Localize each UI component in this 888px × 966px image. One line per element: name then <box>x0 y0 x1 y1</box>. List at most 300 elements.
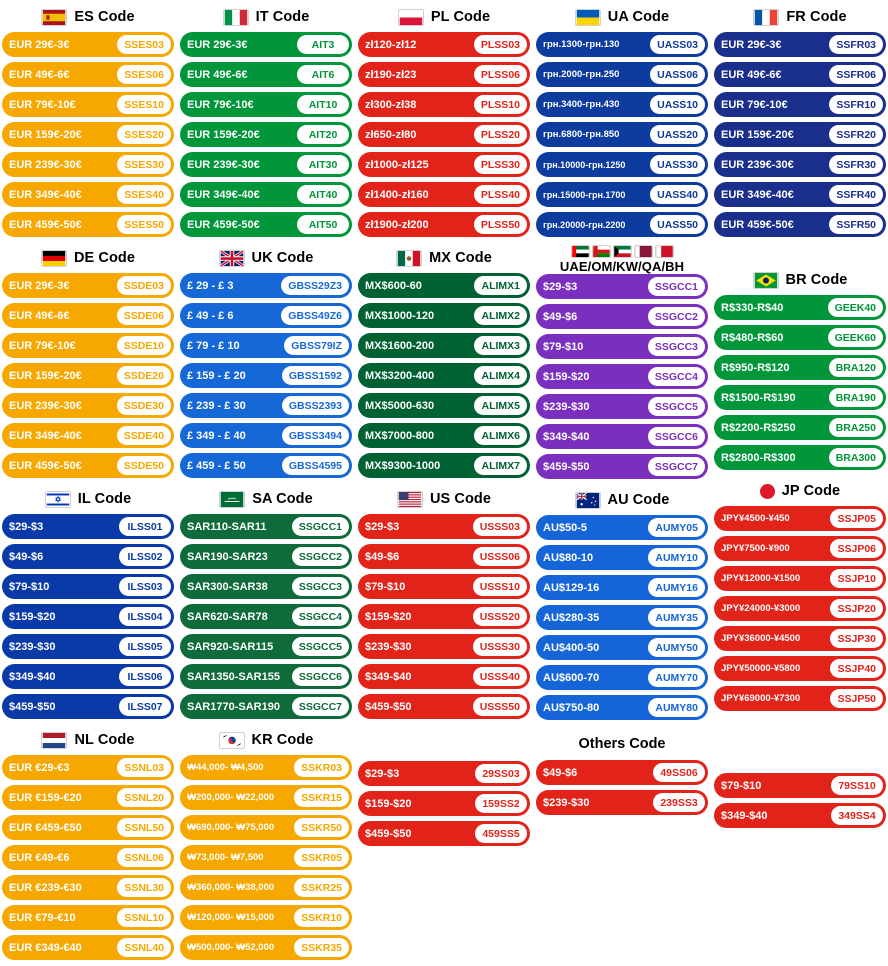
code-row[interactable] <box>536 122 708 147</box>
code-chip[interactable]: SSES30 <box>117 155 171 174</box>
code-row[interactable] <box>536 605 708 630</box>
code-row[interactable] <box>358 32 530 57</box>
code-row[interactable] <box>714 506 886 531</box>
code-chip[interactable]: 459SS5 <box>475 824 527 843</box>
code-row[interactable] <box>536 695 708 720</box>
code-chip[interactable]: SSGCC6 <box>292 667 349 686</box>
section-ua <box>536 2 708 237</box>
amount-label: R$2800-R$300 <box>721 451 796 464</box>
code-row[interactable] <box>358 152 530 177</box>
code-row[interactable] <box>2 303 174 328</box>
code-chip[interactable]: ALIMX5 <box>474 396 527 415</box>
code-chip[interactable]: SSDE10 <box>117 336 171 355</box>
amount-label: $29-$3 <box>543 280 578 293</box>
code-row[interactable] <box>536 454 708 479</box>
code-row[interactable] <box>714 445 886 470</box>
code-chip[interactable]: SSKR50 <box>294 818 349 837</box>
code-row[interactable] <box>2 514 174 539</box>
section-fr <box>714 2 886 237</box>
code-chip[interactable]: GBSS2393 <box>282 396 349 415</box>
code-chip[interactable]: SSNL10 <box>117 908 171 927</box>
code-chip[interactable]: PLSS03 <box>474 35 527 54</box>
amount-label: AU$129-16 <box>543 581 600 594</box>
section-pl <box>358 2 530 237</box>
code-row[interactable] <box>358 393 530 418</box>
code-row[interactable] <box>180 333 352 358</box>
code-chip[interactable]: SSNL06 <box>117 848 171 867</box>
code-chip[interactable]: ALIMX6 <box>474 426 527 445</box>
code-chip[interactable]: ILSS05 <box>119 637 171 656</box>
amount-label: EUR 239€-30€ <box>9 158 82 171</box>
code-row[interactable] <box>714 656 886 681</box>
amount-label: $159-$20 <box>543 370 590 383</box>
code-row[interactable] <box>2 785 174 810</box>
code-chip[interactable]: SSDE30 <box>117 396 171 415</box>
code-row[interactable] <box>358 212 530 237</box>
code-chip[interactable]: USSS10 <box>473 577 527 596</box>
code-chip[interactable]: GEEK60 <box>828 328 883 347</box>
code-row[interactable] <box>714 32 886 57</box>
code-chip[interactable]: SSGCC4 <box>292 607 349 626</box>
code-row[interactable] <box>180 755 352 780</box>
code-chip[interactable]: GBSS49Z6 <box>281 306 349 325</box>
code-row[interactable] <box>358 634 530 659</box>
code-chip[interactable]: GBSS3494 <box>282 426 349 445</box>
section-title-kr: KR Code <box>251 732 314 748</box>
code-row[interactable] <box>180 122 352 147</box>
amount-label: $79-$10 <box>721 779 762 792</box>
code-chip[interactable]: PLSS06 <box>474 65 527 84</box>
code-row[interactable] <box>2 212 174 237</box>
code-chip[interactable]: SSDE06 <box>117 306 171 325</box>
code-row[interactable] <box>180 634 352 659</box>
code-row[interactable] <box>2 182 174 207</box>
code-chip[interactable]: SSGCC1 <box>292 517 349 536</box>
code-row[interactable] <box>536 62 708 87</box>
code-chip[interactable]: AIT30 <box>297 155 349 174</box>
code-row[interactable] <box>714 415 886 440</box>
code-row[interactable] <box>536 152 708 177</box>
amount-label: $49-$6 <box>543 310 578 323</box>
code-chip[interactable]: BRA190 <box>829 388 883 407</box>
code-chip[interactable]: UASS20 <box>650 125 705 144</box>
code-chip[interactable]: UASS40 <box>650 185 705 204</box>
code-row[interactable] <box>714 355 886 380</box>
amount-label: EUR 159€-20€ <box>9 128 82 141</box>
section-header-sa <box>180 484 352 514</box>
code-chip[interactable]: SSDE40 <box>117 426 171 445</box>
code-row[interactable] <box>180 574 352 599</box>
code-row[interactable] <box>180 845 352 870</box>
code-row[interactable] <box>2 453 174 478</box>
code-chip[interactable]: SSES10 <box>117 95 171 114</box>
code-row[interactable] <box>358 821 530 846</box>
code-row[interactable] <box>358 514 530 539</box>
code-chip[interactable]: SSES50 <box>117 215 171 234</box>
code-row[interactable] <box>2 694 174 719</box>
code-chip[interactable]: PLSS50 <box>474 215 527 234</box>
code-row[interactable] <box>2 845 174 870</box>
code-row[interactable] <box>2 152 174 177</box>
code-row[interactable] <box>358 363 530 388</box>
code-chip[interactable]: 79SS10 <box>831 776 883 795</box>
code-row[interactable] <box>180 152 352 177</box>
code-row[interactable] <box>358 122 530 147</box>
flag-france-icon <box>753 9 779 26</box>
code-chip[interactable]: GBSS79IZ <box>284 336 349 355</box>
code-row[interactable] <box>2 815 174 840</box>
section-it <box>180 2 352 237</box>
code-chip[interactable]: SSGCC3 <box>292 577 349 596</box>
code-chip[interactable]: SSFR06 <box>829 65 883 84</box>
amount-label: zł1900-zł200 <box>365 218 429 231</box>
code-row[interactable] <box>714 325 886 350</box>
code-row[interactable] <box>2 544 174 569</box>
amount-label: EUR 29€-3€ <box>9 279 70 292</box>
code-row[interactable] <box>714 295 886 320</box>
code-row[interactable] <box>714 536 886 561</box>
amount-label: AU$400-50 <box>543 641 600 654</box>
code-row[interactable] <box>536 665 708 690</box>
code-chip[interactable]: USSS03 <box>473 517 527 536</box>
amount-label: грн.6800-грн.850 <box>543 129 620 140</box>
code-row[interactable] <box>180 694 352 719</box>
amount-label: EUR 49€-6€ <box>721 68 782 81</box>
code-chip[interactable]: SSFR03 <box>829 35 883 54</box>
code-row[interactable] <box>536 394 708 419</box>
code-row[interactable] <box>536 635 708 660</box>
code-chip[interactable]: SSFR50 <box>829 215 883 234</box>
code-chip[interactable]: SSFR20 <box>829 125 883 144</box>
column-3 <box>358 2 530 966</box>
code-row[interactable] <box>180 423 352 448</box>
code-row[interactable] <box>2 935 174 960</box>
code-row[interactable] <box>2 755 174 780</box>
code-row[interactable] <box>2 393 174 418</box>
code-row[interactable] <box>714 152 886 177</box>
code-chip[interactable]: SSGCC4 <box>648 367 705 386</box>
code-chip[interactable]: USSS06 <box>473 547 527 566</box>
code-chip[interactable]: USSS20 <box>473 607 527 626</box>
code-row[interactable] <box>536 364 708 389</box>
code-chip[interactable]: PLSS10 <box>474 95 527 114</box>
code-row[interactable] <box>358 694 530 719</box>
code-chip[interactable]: 159SS2 <box>475 794 527 813</box>
code-chip[interactable]: SSGCC7 <box>648 457 705 476</box>
code-row[interactable] <box>2 423 174 448</box>
code-chip[interactable]: SSFR30 <box>829 155 883 174</box>
amount-label: £ 349 - £ 40 <box>187 429 246 442</box>
code-row[interactable] <box>2 664 174 689</box>
code-chip[interactable]: SSKR10 <box>294 908 349 927</box>
code-row[interactable] <box>358 574 530 599</box>
code-row[interactable] <box>180 905 352 930</box>
code-chip[interactable]: SSDE03 <box>117 276 171 295</box>
code-row[interactable] <box>2 905 174 930</box>
code-row[interactable] <box>536 790 708 815</box>
code-chip[interactable]: ILSS04 <box>119 607 171 626</box>
code-chip[interactable]: 239SS3 <box>653 793 705 812</box>
code-chip[interactable]: SSFR10 <box>829 95 883 114</box>
code-row[interactable] <box>180 32 352 57</box>
code-chip[interactable]: SSJP06 <box>830 539 883 558</box>
code-chip[interactable]: UASS10 <box>650 95 705 114</box>
code-row[interactable] <box>536 274 708 299</box>
amount-label: EUR €29-€3 <box>9 761 70 774</box>
code-chip[interactable]: GEEK40 <box>828 298 883 317</box>
code-chip[interactable]: SSJP20 <box>830 599 883 618</box>
flag-ukraine-icon <box>575 9 601 26</box>
code-chip[interactable]: BRA120 <box>829 358 883 377</box>
code-chip[interactable]: SSJP30 <box>830 629 883 648</box>
code-row[interactable] <box>536 182 708 207</box>
code-chip[interactable]: GBSS1592 <box>282 366 349 385</box>
section-others-right <box>714 773 886 828</box>
code-chip[interactable]: AUMY35 <box>648 608 705 627</box>
code-chip[interactable]: AUMY16 <box>648 578 705 597</box>
section-es <box>2 2 174 237</box>
code-chip[interactable]: AUMY70 <box>648 668 705 687</box>
code-row[interactable] <box>358 273 530 298</box>
code-row[interactable] <box>180 363 352 388</box>
code-row[interactable] <box>536 575 708 600</box>
code-chip[interactable]: SSGCC2 <box>648 307 705 326</box>
code-chip[interactable]: SSJP40 <box>830 659 883 678</box>
code-row[interactable] <box>358 333 530 358</box>
code-chip[interactable]: SSKR05 <box>294 848 349 867</box>
code-chip[interactable]: AUMY80 <box>648 698 705 717</box>
code-row[interactable] <box>536 334 708 359</box>
code-chip[interactable]: PLSS20 <box>474 125 527 144</box>
code-chip[interactable]: AIT3 <box>297 35 349 54</box>
code-chip[interactable]: SSGCC6 <box>648 427 705 446</box>
code-chip[interactable]: ILSS01 <box>119 517 171 536</box>
code-chip[interactable]: AUMY10 <box>648 548 705 567</box>
code-row[interactable] <box>358 761 530 786</box>
code-chip[interactable]: SSNL50 <box>117 818 171 837</box>
code-row[interactable] <box>180 182 352 207</box>
code-chip[interactable]: AIT20 <box>297 125 349 144</box>
code-chip[interactable]: SSES06 <box>117 65 171 84</box>
code-row[interactable] <box>2 875 174 900</box>
code-row[interactable] <box>2 122 174 147</box>
code-chip[interactable]: ALIMX4 <box>474 366 527 385</box>
code-chip[interactable]: ILSS06 <box>119 667 171 686</box>
code-chip[interactable]: SSKR25 <box>294 878 349 897</box>
section-us <box>358 484 530 719</box>
code-row[interactable] <box>536 545 708 570</box>
code-row[interactable] <box>358 453 530 478</box>
amount-label: SAR920-SAR115 <box>187 640 274 653</box>
code-chip[interactable]: SSKR03 <box>294 758 349 777</box>
code-chip[interactable]: PLSS30 <box>474 155 527 174</box>
code-chip[interactable]: ALIMX2 <box>474 306 527 325</box>
code-row[interactable] <box>714 92 886 117</box>
section-title-it: IT Code <box>255 9 310 25</box>
code-row[interactable] <box>2 62 174 87</box>
code-row[interactable] <box>714 182 886 207</box>
amount-label: EUR 349€-40€ <box>721 188 794 201</box>
amount-label: $49-$6 <box>543 766 578 779</box>
code-chip[interactable]: SSGCC3 <box>648 337 705 356</box>
code-row[interactable] <box>358 544 530 569</box>
code-chip[interactable]: ILSS07 <box>119 697 171 716</box>
code-row[interactable] <box>536 212 708 237</box>
code-chip[interactable]: SSNL40 <box>117 938 171 957</box>
code-row[interactable] <box>714 626 886 651</box>
amount-label: $459-$50 <box>365 827 412 840</box>
code-chip[interactable]: BRA250 <box>829 418 883 437</box>
amount-label: EUR 349€-40€ <box>9 188 82 201</box>
code-row[interactable] <box>2 32 174 57</box>
code-row[interactable] <box>180 604 352 629</box>
amount-label: ₩44,000- ₩4,500 <box>187 762 264 773</box>
code-row[interactable] <box>180 62 352 87</box>
code-row[interactable] <box>180 273 352 298</box>
code-row[interactable] <box>180 875 352 900</box>
code-row[interactable] <box>180 785 352 810</box>
amount-label: R$2200-R$250 <box>721 421 796 434</box>
rows-jp <box>714 506 886 711</box>
code-row[interactable] <box>714 566 886 591</box>
code-chip[interactable]: AUMY05 <box>648 518 705 537</box>
code-row[interactable] <box>2 273 174 298</box>
code-chip[interactable]: AIT50 <box>297 215 349 234</box>
code-chip[interactable]: SSGCC1 <box>648 277 705 296</box>
code-row[interactable] <box>714 773 886 798</box>
code-chip[interactable]: SSJP50 <box>830 689 883 708</box>
code-row[interactable] <box>536 304 708 329</box>
code-chip[interactable]: USSS40 <box>473 667 527 686</box>
code-chip[interactable]: ALIMX3 <box>474 336 527 355</box>
code-row[interactable] <box>180 815 352 840</box>
amount-label: EUR 49€-6€ <box>187 68 248 81</box>
code-chip[interactable]: SSGCC7 <box>292 697 349 716</box>
code-row[interactable] <box>714 62 886 87</box>
code-chip[interactable]: AUMY50 <box>648 638 705 657</box>
rows-es <box>2 32 174 237</box>
code-chip[interactable]: 49SS06 <box>653 763 705 782</box>
amount-label: EUR 349€-40€ <box>187 188 260 201</box>
code-chip[interactable]: SSES03 <box>117 35 171 54</box>
code-row[interactable] <box>2 92 174 117</box>
code-row[interactable] <box>358 303 530 328</box>
rows-gcc <box>536 274 708 479</box>
code-chip[interactable]: SSNL03 <box>117 758 171 777</box>
code-chip[interactable]: SSJP05 <box>830 509 883 528</box>
amount-label: MX$9300-1000 <box>365 459 441 472</box>
code-chip[interactable]: ALIMX7 <box>474 456 527 475</box>
flag-qatar-icon <box>634 245 653 258</box>
code-chip[interactable]: SSKR15 <box>294 788 349 807</box>
code-chip[interactable]: SSKR35 <box>294 938 349 957</box>
section-header-jp <box>714 476 886 506</box>
code-chip[interactable]: SSFR40 <box>829 185 883 204</box>
amount-label: $29-$3 <box>9 520 44 533</box>
code-row[interactable] <box>714 803 886 828</box>
code-chip[interactable]: ALIMX1 <box>474 276 527 295</box>
code-row[interactable] <box>536 515 708 540</box>
flag-uae-icon <box>571 245 590 258</box>
amount-label: EUR 79€-10€ <box>9 98 76 111</box>
code-chip[interactable]: SSGCC5 <box>648 397 705 416</box>
code-row[interactable] <box>180 664 352 689</box>
amount-label: EUR 239€-30€ <box>9 399 82 412</box>
code-chip[interactable]: BRA300 <box>829 448 883 467</box>
code-chip[interactable]: AIT6 <box>297 65 349 84</box>
code-chip[interactable]: SSES20 <box>117 125 171 144</box>
code-row[interactable] <box>180 393 352 418</box>
code-chip[interactable]: UASS50 <box>650 215 705 234</box>
code-chip[interactable]: SSDE50 <box>117 456 171 475</box>
code-chip[interactable]: SSES40 <box>117 185 171 204</box>
code-chip[interactable]: AIT10 <box>297 95 349 114</box>
amount-label: £ 459 - £ 50 <box>187 459 246 472</box>
code-chip[interactable]: UASS30 <box>650 155 705 174</box>
code-row[interactable] <box>180 92 352 117</box>
code-chip[interactable]: SSGCC5 <box>292 637 349 656</box>
code-chip[interactable]: UASS06 <box>650 65 705 84</box>
code-chip[interactable]: SSDE20 <box>117 366 171 385</box>
code-row[interactable] <box>714 122 886 147</box>
code-row[interactable] <box>714 596 886 621</box>
code-chip[interactable]: SSGCC2 <box>292 547 349 566</box>
code-row[interactable] <box>358 62 530 87</box>
code-chip[interactable]: SSJP10 <box>830 569 883 588</box>
code-row[interactable] <box>536 32 708 57</box>
code-chip[interactable]: GBSS4595 <box>282 456 349 475</box>
code-row[interactable] <box>536 760 708 785</box>
code-row[interactable] <box>358 182 530 207</box>
code-row[interactable] <box>180 453 352 478</box>
code-row[interactable] <box>2 363 174 388</box>
code-row[interactable] <box>714 686 886 711</box>
code-row[interactable] <box>714 212 886 237</box>
code-row[interactable] <box>180 514 352 539</box>
code-row[interactable] <box>714 385 886 410</box>
code-chip[interactable]: USSS30 <box>473 637 527 656</box>
code-row[interactable] <box>358 423 530 448</box>
code-row[interactable] <box>536 92 708 117</box>
code-chip[interactable]: AIT40 <box>297 185 349 204</box>
code-chip[interactable]: USSS50 <box>473 697 527 716</box>
code-chip[interactable]: 349SS4 <box>831 806 883 825</box>
code-chip[interactable]: SSNL20 <box>117 788 171 807</box>
code-chip[interactable]: PLSS40 <box>474 185 527 204</box>
code-chip[interactable]: GBSS29Z3 <box>281 276 349 295</box>
code-chip[interactable]: ILSS02 <box>119 547 171 566</box>
rows-kr <box>180 755 352 960</box>
code-row[interactable] <box>2 634 174 659</box>
code-row[interactable] <box>358 604 530 629</box>
code-row[interactable] <box>180 544 352 569</box>
code-row[interactable] <box>180 303 352 328</box>
code-row[interactable] <box>2 574 174 599</box>
code-chip[interactable]: 29SS03 <box>475 764 527 783</box>
code-chip[interactable]: ILSS03 <box>119 577 171 596</box>
code-row[interactable] <box>180 212 352 237</box>
code-chip[interactable]: SSNL30 <box>117 878 171 897</box>
code-row[interactable] <box>358 92 530 117</box>
code-row[interactable] <box>2 333 174 358</box>
code-row[interactable] <box>180 935 352 960</box>
code-row[interactable] <box>358 664 530 689</box>
code-row[interactable] <box>536 424 708 449</box>
section-kr <box>180 725 352 960</box>
code-row[interactable] <box>358 791 530 816</box>
code-row[interactable] <box>2 604 174 629</box>
code-chip[interactable]: UASS03 <box>650 35 705 54</box>
